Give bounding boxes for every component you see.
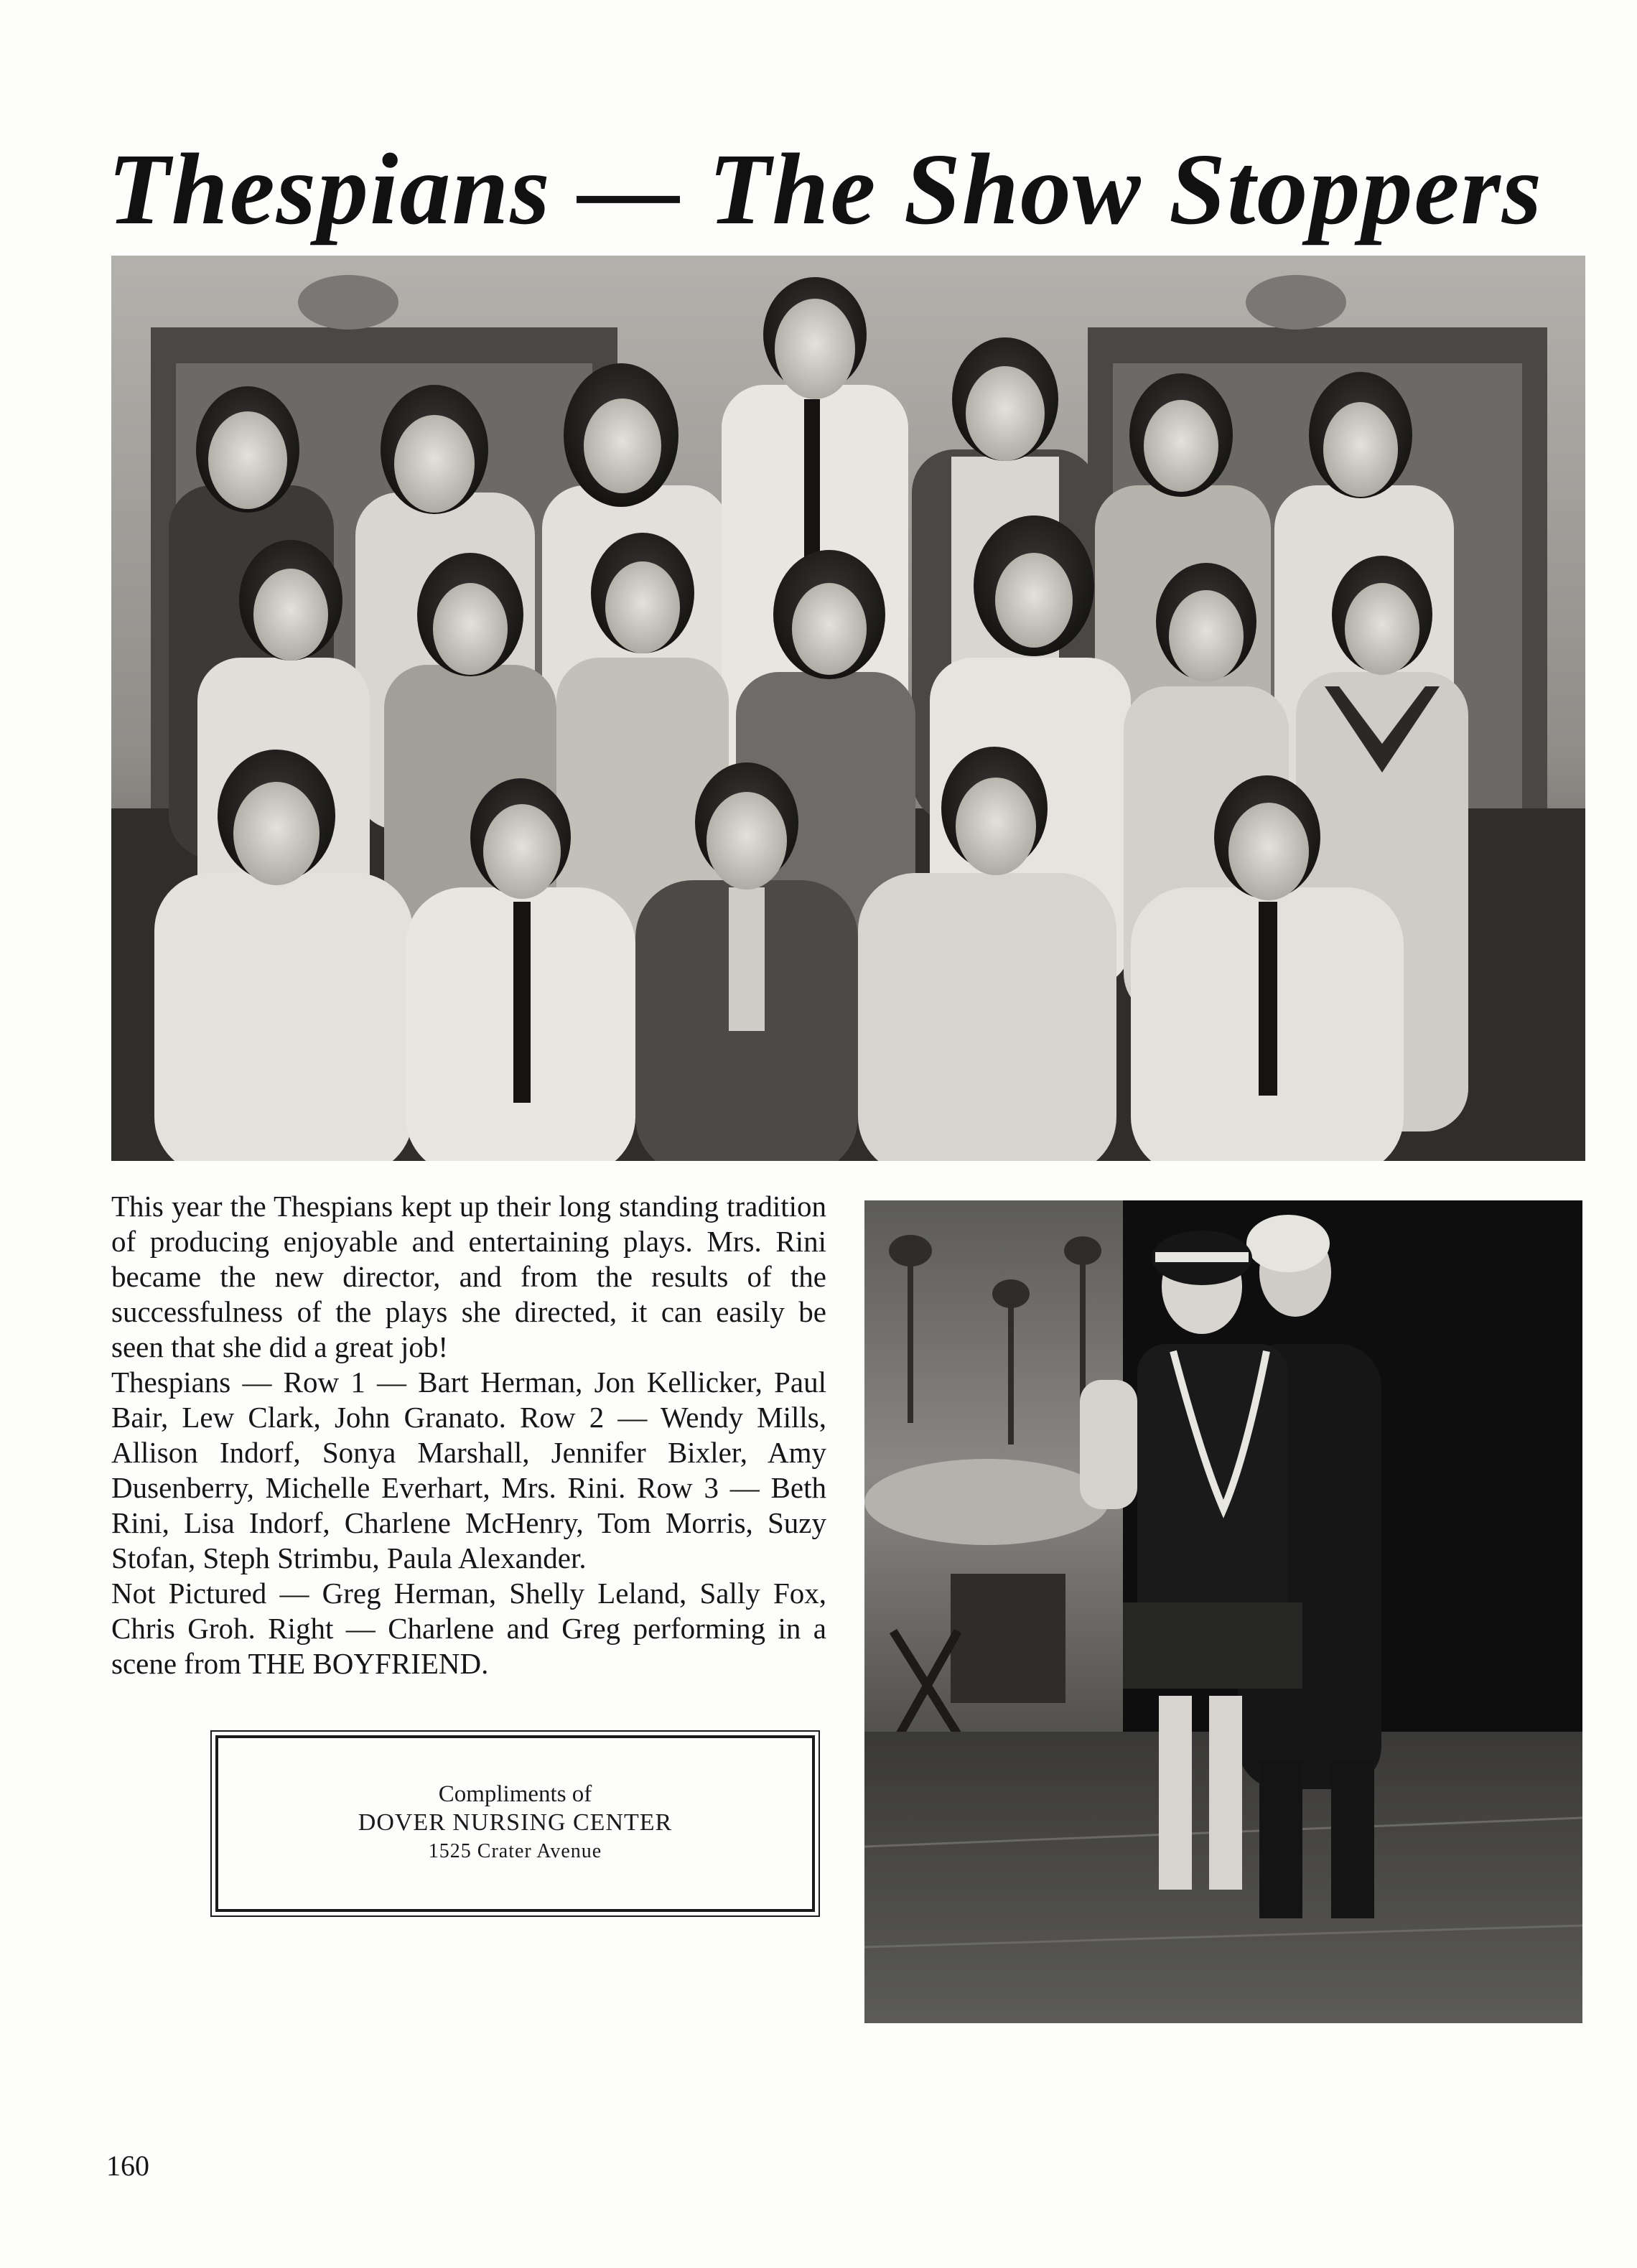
stage-photo-icon: [864, 1200, 1582, 2023]
ad-business-name: DOVER NURSING CENTER: [358, 1809, 673, 1836]
article-intro-paragraph: This year the Thespians kept up their long standing tradition of producing enjoyable and entertaining plays. Mrs. Rini became the new director, and from the results of the successfulness of the plays she directed, it can easily be seen that she did a great job!: [111, 1190, 826, 1363]
group-photo-icon: [111, 256, 1585, 1161]
page-title: Thespians — The Show Stoppers: [108, 132, 1544, 246]
stage-photo: [864, 1200, 1582, 2023]
group-photo: [111, 256, 1585, 1161]
article-text: [111, 1189, 826, 1681]
sponsor-advertisement: [215, 1735, 815, 1912]
ad-address: 1525 Crater Avenue: [428, 1840, 602, 1862]
ad-intro-text: Compliments of: [438, 1781, 592, 1807]
article-not-pictured-paragraph: Not Pictured — Greg Herman, Shelly Leland, Sally Fox, Chris Groh. Right — Charlene and Greg performing in a scene from THE BOYFRIEND.: [111, 1577, 826, 1680]
page-number: 160: [106, 2150, 149, 2182]
article-caption-paragraph: Thespians — Row 1 — Bart Herman, Jon Kellicker, Paul Bair, Lew Clark, John Granato. Row 2 — Wendy Mills, Allison Indorf, Sonya Marshall, Jennifer Bixler, Amy Dusenberry, Michelle Everhart, Mrs. Rini. Row 3 — Beth Rini, Lisa Indorf, Charlene McHenry, Tom Morris, Suzy Stofan, Steph Strimbu, Paula Alexander.: [111, 1366, 826, 1574]
